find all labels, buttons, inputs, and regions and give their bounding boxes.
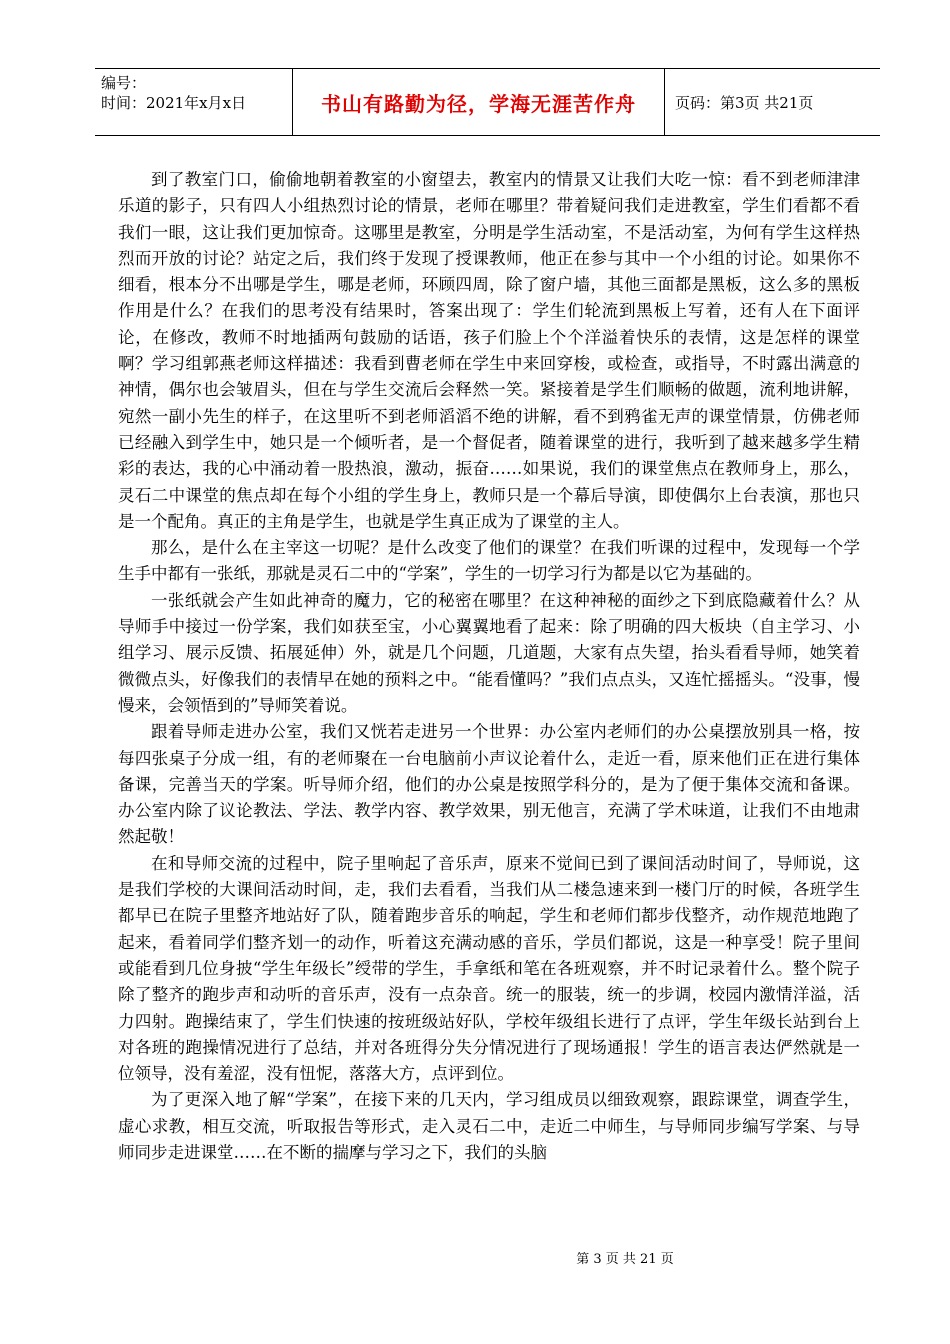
paragraph: 那么，是什么在主宰这一切呢？是什么改变了他们的课堂？在我们听课的过程中，发现每一个学生手中都有一张纸，那就是灵石二中的“学案”，学生的一切学习行为都是以它为基础的。 — [118, 538, 860, 584]
paragraph: 一张纸就会产生如此神奇的魔力，它的秘密在哪里？在这种神秘的面纱之下到底隐藏着什么？从导师手中接过一份学案，我们如获至宝，小心翼翼地看了起来：除了明确的四大板块（自主学习、小组学习、展示反馈、拓展延伸）外，就是几个问题，几道题，大家有点失望，抬头看看导师，她笑着微微点头，好像我们的表情早在她的预料之中。“能看懂吗？”我们点点头，又连忙摇摇头。“没事，慢慢来，会领悟到的”导师笑着说。 — [118, 590, 860, 715]
paragraph: 为了更深入地了解“学案”，在接下来的几天内，学习组成员以细致观察，跟踪课堂，调查学生，虚心求教，相互交流，听取报告等形式，走入灵石二中，走近二中师生，与导师同步编写学案、与导师同步走进课堂……在不断的揣摩与学习之下，我们的头脑 — [118, 1090, 860, 1162]
page-header — [95, 68, 880, 136]
page-footer: 第 3 页 共 21 页 — [576, 1252, 674, 1267]
number-label: 编号： — [101, 74, 147, 92]
paragraph: 到了教室门口，偷偷地朝着教室的小窗望去，教室内的情景又让我们大吃一惊：看不到老师津津乐道的影子，只有四人小组热烈讨论的情景，老师在哪里？带着疑问我们走进教室，学生们看都不看我们一眼，这让我们更加惊奇。这哪里是教室，分明是学生活动室，不是活动室，为何有学生这样热烈而开放的讨论？站定之后，我们终于发现了授课教师，他正在参与其中一个小组的讨论。如果你不细看，根本分不出哪是学生，哪是老师，环顾四周，除了窗户墙，其他三面都是黑板，这么多的黑板作用是什么？在我们的思考没有结果时，答案出现了：学生们轮流到黑板上写着，还有人在下面评论，在修改，教师不时地插两句鼓励的话语，孩子们脸上个个洋溢着快乐的表情，这是怎样的课堂啊？学习组郭燕老师这样描述：我看到曹老师在学生中来回穿梭，或检查，或指导，不时露出满意的神情，偶尔也会皱眉头，但在与学生交流后会释然一笑。紧接着是学生们顺畅的做题，流利地讲解，宛然一副小先生的样子，在这里听不到老师滔滔不绝的讲解，看不到鸦雀无声的课堂情景，仿佛老师已经融入到学生中，她只是一个倾听者，是一个督促者，随着课堂的进行，我听到了越来越多学生精彩的表达，我的心中涌动着一股热浪，激动，振奋……如果说，我们的课堂焦点在教师身上，那么，灵石二中课堂的焦点却在每个小组的学生身上，教师只是一个幕后导演，即使偶尔上台表演，那也只是一个配角。真正的主角是学生，也就是学生真正成为了课堂的主人。 — [118, 170, 860, 531]
header-meta — [95, 69, 293, 135]
time-label: 时间：2021年x月x日 — [101, 94, 247, 112]
paragraph: 跟着导师走进办公室，我们又恍若走进另一个世界：办公室内老师们的办公桌摆放别具一格，按每四张桌子分成一组，有的老师聚在一台电脑前小声议论着什么，走近一看，原来他们正在进行集体备课，完善当天的学案。听导师介绍，他们的办公桌是按照学科分的，是为了便于集体交流和备课。办公室内除了议论教法、学法、教学内容、教学效果，别无他言，充满了学术味道，让我们不由地肃然起敬！ — [118, 722, 860, 847]
document-body — [118, 167, 860, 1166]
header-motto: 书山有路勤为径，学海无涯苦作舟 — [293, 69, 665, 135]
header-page-info: 页码：第3页 共21页 — [675, 93, 814, 112]
paragraph: 在和导师交流的过程中，院子里响起了音乐声，原来不觉间已到了课间活动时间了，导师说，这是我们学校的大课间活动时间，走，我们去看看，当我们从二楼急速来到一楼门厅的时候，各班学生都早已在院子里整齐地站好了队，随着跑步音乐的响起，学生和老师们都步伐整齐，动作规范地跑了起来，看着同学们整齐划一的动作，听着这充满动感的音乐，学员们都说，这是一种享受！院子里间或能看到几位身披“学生年级长”绶带的学生，手拿纸和笔在各班观察，并不时记录着什么。整个院子除了整齐的跑步声和动听的音乐声，没有一点杂音。统一的服装，统一的步调，校园内激情洋溢，活力四射。跑操结束了，学生们快速的按班级站好队，学校年级组长进行了点评，学生年级长站到台上对各班的跑操情况进行了总结，并对各班得分失分情况进行了现场通报！学生的语言表达俨然就是一位领导，没有羞涩，没有忸怩，落落大方，点评到位。 — [118, 853, 860, 1084]
